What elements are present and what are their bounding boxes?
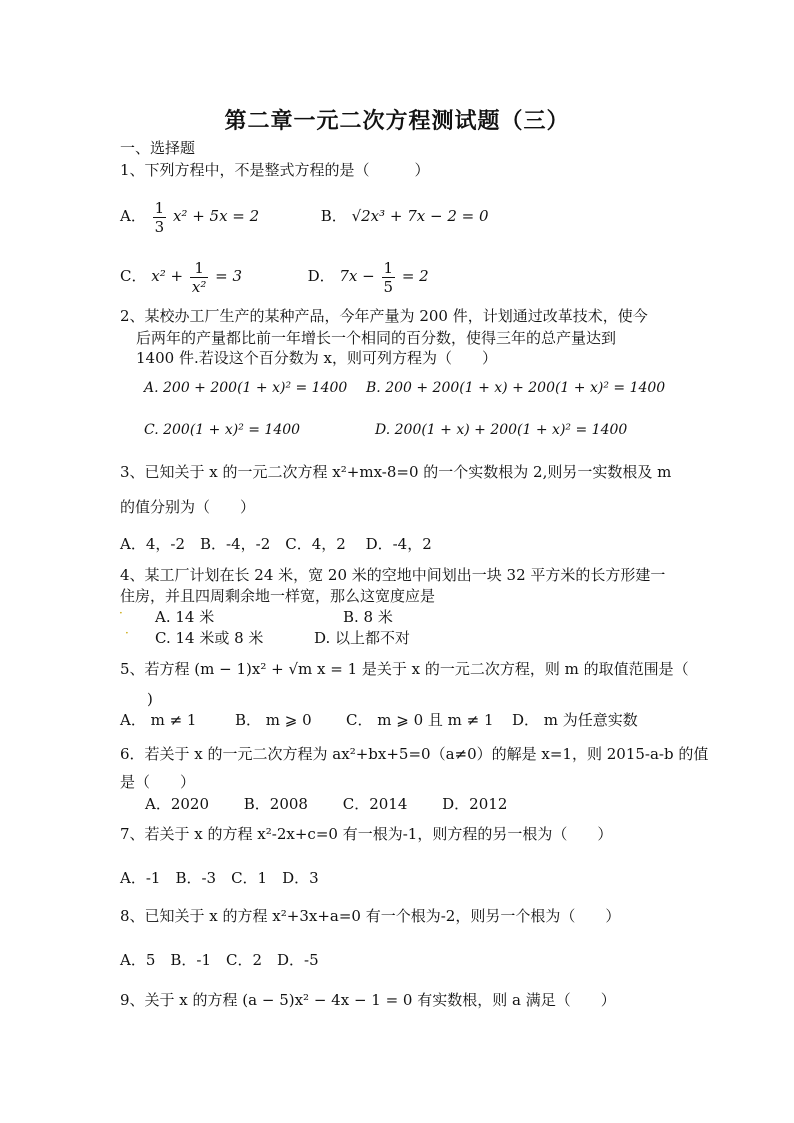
question-7-options: A．-1 B．-3 C．1 D．3 <box>120 869 319 887</box>
option-b-label: B． <box>320 207 347 225</box>
question-2-option-c: C. 200(1 + x)² = 1400 <box>144 422 301 438</box>
fraction-denominator: 3 <box>154 217 165 236</box>
question-8-line-1: 8、已知关于 x 的方程 x²+3x+a=0 有一个根为-2，则另一个根为（ ） <box>120 907 621 925</box>
fraction-denominator: x² <box>191 277 207 296</box>
question-9-line-1: 9、关于 x 的方程 (a − 5)x² − 4x − 1 = 0 有实数根，则 a 满足（ ） <box>120 991 616 1009</box>
question-2-option-a: A. 200 + 200(1 + x)² = 1400 <box>144 380 348 396</box>
option-c-expression-left: x² + <box>151 267 184 285</box>
question-2-line-2: 后两年的产量都比前一年增长一个相同的百分数，使得三年的总产量达到 <box>136 329 617 347</box>
option-d-label: D． <box>307 267 335 285</box>
question-4-option-b: B. 8 米 <box>343 608 393 626</box>
question-4-line-1: 4、某工厂计划在长 24 米，宽 20 米的空地中间划出一块 32 平方米的长方形建一 <box>120 566 666 584</box>
option-a-expression: x² + 5x = 2 <box>172 207 260 225</box>
fraction-denominator: 5 <box>383 277 394 296</box>
fraction-numerator: 1 <box>154 198 165 217</box>
section-heading: 一、选择题 <box>120 139 196 157</box>
option-c-expression-right: = 3 <box>215 267 243 285</box>
question-1-row-cd <box>120 258 429 296</box>
option-a-label: A． <box>120 207 146 225</box>
question-4-option-d: D. 以上都不对 <box>314 629 411 647</box>
question-6-line-1: 6．若关于 x 的一元二次方程为 ax²+bx+5=0（a≠0）的解是 x=1，则 2015-a-b 的值 <box>120 745 709 763</box>
option-d-expression-right: = 2 <box>401 267 429 285</box>
question-6-line-2: 是（ ） <box>120 773 196 791</box>
fraction-one-over-x-squared <box>190 259 208 296</box>
option-b-expression: √2x³ + 7x − 2 = 0 <box>351 207 489 225</box>
question-2-option-d: D. 200(1 + x) + 200(1 + x)² = 1400 <box>375 422 628 438</box>
fraction-one-fifth <box>382 259 396 296</box>
question-3-line-1: 3、已知关于 x 的一元二次方程 x²+mx-8=0 的一个实数根为 2,则另一实数根及 m <box>120 463 672 481</box>
question-2-option-b: B. 200 + 200(1 + x) + 200(1 + x)² = 1400 <box>366 380 666 396</box>
question-5-option-a: A． m ≠ 1 <box>120 711 197 729</box>
option-d-expression-left: 7x − <box>339 267 375 285</box>
question-5-option-b: B． m ⩾ 0 <box>235 711 312 729</box>
question-1-row-ab <box>120 198 489 236</box>
question-1-stem: 1、下列方程中，不是整式方程的是（ ） <box>120 161 430 179</box>
stray-mark: · <box>125 626 129 640</box>
stray-mark: · <box>119 606 123 620</box>
question-5-option-d: D． m 为任意实数 <box>512 711 638 729</box>
page-title: 第二章一元二次方程测试题（三） <box>224 108 570 134</box>
question-4-line-2: 住房，并且四周剩余地一样宽，那么这宽度应是 <box>120 587 436 605</box>
question-5-line-1: 5、若方程 (m − 1)x² + √m x = 1 是关于 x 的一元二次方程，则 m 的取值范围是（ <box>120 660 689 678</box>
question-3-options: A．4，-2 B．-4，-2 C．4，2 D．-4，2 <box>120 535 432 553</box>
question-7-line-1: 7、若关于 x 的方程 x²-2x+c=0 有一根为-1，则方程的另一根为（ ） <box>120 825 613 843</box>
question-2-line-3: 1400 件.若设这个百分数为 x，则可列方程为（ ） <box>136 349 497 367</box>
fraction-one-third <box>153 199 167 236</box>
question-4-option-c: C. 14 米或 8 米 <box>155 629 264 647</box>
question-4-option-a: A. 14 米 <box>155 608 215 626</box>
question-6-options: A．2020 B．2008 C．2014 D．2012 <box>145 795 508 813</box>
question-3-line-2: 的值分别为（ ） <box>120 498 256 516</box>
fraction-numerator: 1 <box>190 259 208 278</box>
question-5-option-c: C． m ⩾ 0 且 m ≠ 1 <box>346 711 494 729</box>
question-5-line-2: ) <box>147 690 153 708</box>
option-c-label: C． <box>120 267 147 285</box>
fraction-numerator: 1 <box>383 258 394 277</box>
question-8-options: A．5 B．-1 C．2 D．-5 <box>120 951 319 969</box>
question-2-line-1: 2、某校办工厂生产的某种产品，今年产量为 200 件，计划通过改革技术，使今 <box>120 307 648 325</box>
